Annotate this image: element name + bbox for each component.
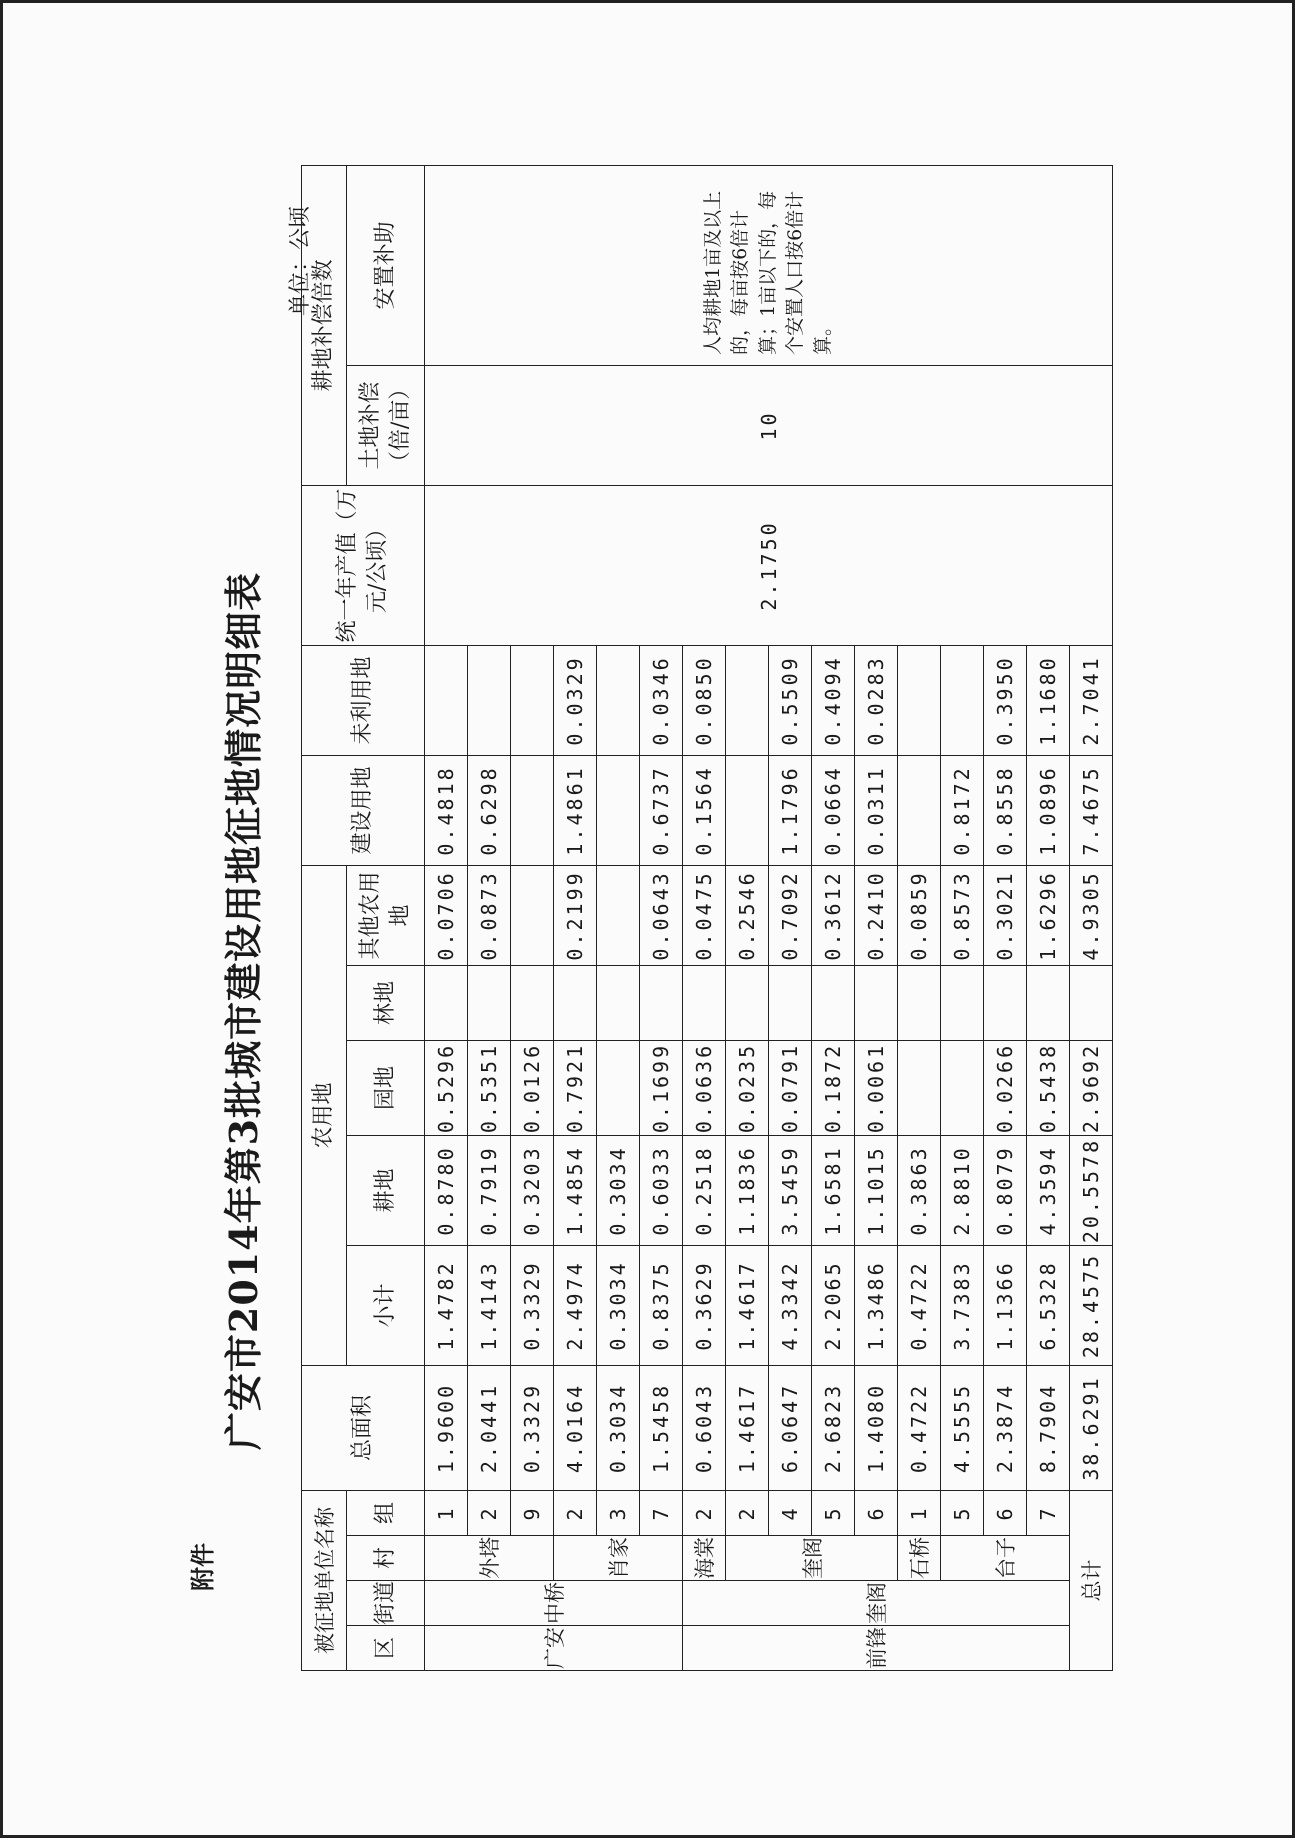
total-area-cell: 0.3034 bbox=[597, 1366, 640, 1491]
garden-cell bbox=[941, 1041, 984, 1136]
unused-cell: 0.5509 bbox=[769, 645, 812, 755]
header-total-area: 总面积 bbox=[302, 1366, 425, 1491]
forest-cell bbox=[812, 966, 855, 1041]
document-title: 广安市2014年第3批城市建设用地征地情况明细表 bbox=[221, 571, 266, 1451]
garden-cell: 0.7921 bbox=[554, 1041, 597, 1136]
unused-cell bbox=[511, 645, 554, 755]
forest-cell bbox=[855, 966, 898, 1041]
cultivated-cell: 0.6033 bbox=[640, 1136, 683, 1246]
group-cell: 2 bbox=[554, 1491, 597, 1536]
other-farm-cell: 0.0643 bbox=[640, 865, 683, 965]
cultivated-cell: 3.5459 bbox=[769, 1136, 812, 1246]
group-cell: 1 bbox=[898, 1491, 941, 1536]
construction-cell: 0.0664 bbox=[812, 755, 855, 865]
header-land-compensation: 土地补偿（倍/亩） bbox=[347, 365, 425, 485]
construction-cell bbox=[511, 755, 554, 865]
subtotal-cell: 2.4974 bbox=[554, 1246, 597, 1366]
other-farm-cell: 0.0873 bbox=[468, 865, 511, 965]
total-area-cell: 2.6823 bbox=[812, 1366, 855, 1491]
construction-cell bbox=[898, 755, 941, 865]
other-farm-cell: 0.3021 bbox=[984, 865, 1027, 965]
forest-cell bbox=[898, 966, 941, 1041]
cultivated-cell: 20.5578 bbox=[1070, 1136, 1113, 1246]
rotated-document bbox=[3, 3, 1295, 1841]
cultivated-cell: 0.7919 bbox=[468, 1136, 511, 1246]
group-cell: 2 bbox=[726, 1491, 769, 1536]
cultivated-cell: 0.8780 bbox=[425, 1136, 468, 1246]
forest-cell bbox=[597, 966, 640, 1041]
cultivated-cell: 0.2518 bbox=[683, 1136, 726, 1246]
group-cell: 4 bbox=[769, 1491, 812, 1536]
district-cell-guangan: 广安 bbox=[425, 1626, 683, 1671]
other-farm-cell bbox=[511, 865, 554, 965]
unused-cell: 0.3950 bbox=[984, 645, 1027, 755]
construction-cell: 1.4861 bbox=[554, 755, 597, 865]
header-compensation-multiple: 耕地补偿倍数 bbox=[302, 165, 347, 485]
total-area-cell: 1.5458 bbox=[640, 1366, 683, 1491]
unit-label: 单位：公顷 bbox=[288, 205, 313, 316]
cultivated-cell: 2.8810 bbox=[941, 1136, 984, 1246]
header-district: 区 bbox=[347, 1626, 425, 1671]
cultivated-cell: 0.3203 bbox=[511, 1136, 554, 1246]
construction-cell: 0.6298 bbox=[468, 755, 511, 865]
other-farm-cell: 0.2546 bbox=[726, 865, 769, 965]
header-construction: 建设用地 bbox=[302, 755, 425, 865]
forest-cell bbox=[769, 966, 812, 1041]
header-subtotal: 小计 bbox=[347, 1246, 425, 1366]
total-area-cell: 1.9600 bbox=[425, 1366, 468, 1491]
unused-cell bbox=[468, 645, 511, 755]
header-farmland: 农用地 bbox=[302, 865, 347, 1365]
district-cell-qianfeng: 前锋 bbox=[683, 1626, 1070, 1671]
cultivated-cell: 1.1015 bbox=[855, 1136, 898, 1246]
unused-cell: 2.7041 bbox=[1070, 645, 1113, 755]
total-area-cell: 1.4617 bbox=[726, 1366, 769, 1491]
construction-cell: 1.1796 bbox=[769, 755, 812, 865]
group-cell: 5 bbox=[941, 1491, 984, 1536]
total-area-cell: 0.3329 bbox=[511, 1366, 554, 1491]
village-cell-haitang: 海棠 bbox=[683, 1536, 726, 1581]
header-unused: 未利用地 bbox=[302, 645, 425, 755]
garden-cell: 0.5351 bbox=[468, 1041, 511, 1136]
street-cell-zhongqiao: 中桥 bbox=[425, 1581, 683, 1626]
forest-cell bbox=[984, 966, 1027, 1041]
total-area-cell: 4.0164 bbox=[554, 1366, 597, 1491]
total-area-cell: 8.7904 bbox=[1027, 1366, 1070, 1491]
construction-cell: 1.0896 bbox=[1027, 755, 1070, 865]
unused-cell: 0.0283 bbox=[855, 645, 898, 755]
group-cell: 7 bbox=[1027, 1491, 1070, 1536]
garden-cell: 0.1699 bbox=[640, 1041, 683, 1136]
construction-cell bbox=[726, 755, 769, 865]
group-cell: 2 bbox=[468, 1491, 511, 1536]
garden-cell: 0.0636 bbox=[683, 1041, 726, 1136]
forest-cell bbox=[554, 966, 597, 1041]
unused-cell: 1.1680 bbox=[1027, 645, 1070, 755]
other-farm-cell bbox=[597, 865, 640, 965]
header-unit-name: 被征地单位名称 bbox=[302, 1491, 347, 1671]
subtotal-cell: 28.4575 bbox=[1070, 1246, 1113, 1366]
cultivated-cell: 0.3034 bbox=[597, 1136, 640, 1246]
cultivated-cell: 0.8079 bbox=[984, 1136, 1027, 1246]
header-resettlement: 安置补助 bbox=[347, 165, 425, 365]
subtotal-cell: 1.4143 bbox=[468, 1246, 511, 1366]
forest-cell bbox=[683, 966, 726, 1041]
header-forest: 林地 bbox=[347, 966, 425, 1041]
header-other-farm: 其他农用地 bbox=[347, 865, 425, 965]
total-area-cell: 2.3874 bbox=[984, 1366, 1027, 1491]
header-garden: 园地 bbox=[347, 1041, 425, 1136]
unused-cell bbox=[941, 645, 984, 755]
garden-cell: 0.5296 bbox=[425, 1041, 468, 1136]
total-area-cell: 1.4080 bbox=[855, 1366, 898, 1491]
subtotal-cell: 2.2065 bbox=[812, 1246, 855, 1366]
forest-cell bbox=[1027, 966, 1070, 1041]
subtotal-cell: 1.3486 bbox=[855, 1246, 898, 1366]
subtotal-cell: 3.7383 bbox=[941, 1246, 984, 1366]
unused-cell bbox=[597, 645, 640, 755]
header-annual-output: 统一年产值（万元/公顷） bbox=[302, 485, 425, 645]
other-farm-cell: 0.0475 bbox=[683, 865, 726, 965]
cultivated-cell: 0.3863 bbox=[898, 1136, 941, 1246]
subtotal-cell: 0.3629 bbox=[683, 1246, 726, 1366]
group-cell: 5 bbox=[812, 1491, 855, 1536]
forest-cell bbox=[1070, 966, 1113, 1041]
other-farm-cell: 0.8573 bbox=[941, 865, 984, 965]
forest-cell bbox=[726, 966, 769, 1041]
cultivated-cell: 1.4854 bbox=[554, 1136, 597, 1246]
forest-cell bbox=[640, 966, 683, 1041]
village-cell-shiqiao: 石桥 bbox=[898, 1536, 941, 1581]
garden-cell bbox=[898, 1041, 941, 1136]
garden-cell bbox=[597, 1041, 640, 1136]
garden-cell: 0.0791 bbox=[769, 1041, 812, 1136]
other-farm-cell: 0.2410 bbox=[855, 865, 898, 965]
group-cell: 3 bbox=[597, 1491, 640, 1536]
garden-cell: 0.0266 bbox=[984, 1041, 1027, 1136]
subtotal-cell: 0.8375 bbox=[640, 1246, 683, 1366]
construction-cell: 0.4818 bbox=[425, 755, 468, 865]
other-farm-cell: 0.0859 bbox=[898, 865, 941, 965]
total-area-cell: 0.4722 bbox=[898, 1366, 941, 1491]
subtotal-cell: 6.5328 bbox=[1027, 1246, 1070, 1366]
construction-cell: 0.0311 bbox=[855, 755, 898, 865]
subtotal-cell: 0.3034 bbox=[597, 1246, 640, 1366]
other-farm-cell: 0.7092 bbox=[769, 865, 812, 965]
cultivated-cell: 4.3594 bbox=[1027, 1136, 1070, 1246]
garden-cell: 2.9692 bbox=[1070, 1041, 1113, 1136]
unused-cell bbox=[726, 645, 769, 755]
subtotal-cell: 1.1366 bbox=[984, 1246, 1027, 1366]
header-village: 村 bbox=[347, 1536, 425, 1581]
resettlement-note: 人均耕地1亩及以上的，每亩按6倍计算；1亩以下的，每个安置人口按6倍计算。 bbox=[425, 165, 1113, 365]
other-farm-cell: 0.0706 bbox=[425, 865, 468, 965]
village-cell-xiaojia: 肖家 bbox=[554, 1536, 683, 1581]
total-label: 总计 bbox=[1070, 1491, 1113, 1671]
unused-cell: 0.0850 bbox=[683, 645, 726, 755]
other-farm-cell: 0.2199 bbox=[554, 865, 597, 965]
other-farm-cell: 0.3612 bbox=[812, 865, 855, 965]
forest-cell bbox=[425, 966, 468, 1041]
construction-cell: 0.6737 bbox=[640, 755, 683, 865]
cultivated-cell: 1.6581 bbox=[812, 1136, 855, 1246]
land-acquisition-table bbox=[301, 165, 1113, 1671]
group-cell: 1 bbox=[425, 1491, 468, 1536]
construction-cell: 0.1564 bbox=[683, 755, 726, 865]
construction-cell: 0.8172 bbox=[941, 755, 984, 865]
header-cultivated: 耕地 bbox=[347, 1136, 425, 1246]
subtotal-cell: 1.4782 bbox=[425, 1246, 468, 1366]
unused-cell: 0.4094 bbox=[812, 645, 855, 755]
attachment-label: 附件 bbox=[189, 1543, 217, 1591]
village-cell-taizi: 台子 bbox=[941, 1536, 1070, 1581]
table-row bbox=[425, 165, 468, 1670]
unused-cell bbox=[425, 645, 468, 755]
village-cell-kuige: 奎阁 bbox=[726, 1536, 898, 1581]
group-cell: 2 bbox=[683, 1491, 726, 1536]
group-cell: 6 bbox=[984, 1491, 1027, 1536]
total-area-cell: 38.6291 bbox=[1070, 1366, 1113, 1491]
unused-cell: 0.0346 bbox=[640, 645, 683, 755]
other-farm-cell: 1.6296 bbox=[1027, 865, 1070, 965]
forest-cell bbox=[468, 966, 511, 1041]
garden-cell: 0.0235 bbox=[726, 1041, 769, 1136]
village-cell-waita: 外塔 bbox=[425, 1536, 554, 1581]
cultivated-cell: 1.1836 bbox=[726, 1136, 769, 1246]
group-cell: 6 bbox=[855, 1491, 898, 1536]
garden-cell: 0.0061 bbox=[855, 1041, 898, 1136]
other-farm-cell: 4.9305 bbox=[1070, 865, 1113, 965]
forest-cell bbox=[941, 966, 984, 1041]
construction-cell: 7.4675 bbox=[1070, 755, 1113, 865]
header-group: 组 bbox=[347, 1491, 425, 1536]
construction-cell: 0.8558 bbox=[984, 755, 1027, 865]
subtotal-cell: 0.4722 bbox=[898, 1246, 941, 1366]
subtotal-cell: 4.3342 bbox=[769, 1246, 812, 1366]
subtotal-cell: 1.4617 bbox=[726, 1246, 769, 1366]
land-compensation-value: 10 bbox=[425, 365, 1113, 485]
group-cell: 9 bbox=[511, 1491, 554, 1536]
total-area-cell: 4.5555 bbox=[941, 1366, 984, 1491]
group-cell: 7 bbox=[640, 1491, 683, 1536]
garden-cell: 0.1872 bbox=[812, 1041, 855, 1136]
annual-output-value: 2.1750 bbox=[425, 485, 1113, 645]
street-cell-kuige: 奎阁 bbox=[683, 1581, 1070, 1626]
garden-cell: 0.5438 bbox=[1027, 1041, 1070, 1136]
header-street: 街道 bbox=[347, 1581, 425, 1626]
total-area-cell: 2.0441 bbox=[468, 1366, 511, 1491]
total-area-cell: 6.0647 bbox=[769, 1366, 812, 1491]
construction-cell bbox=[597, 755, 640, 865]
unused-cell bbox=[898, 645, 941, 755]
forest-cell bbox=[511, 966, 554, 1041]
total-area-cell: 0.6043 bbox=[683, 1366, 726, 1491]
subtotal-cell: 0.3329 bbox=[511, 1246, 554, 1366]
garden-cell: 0.0126 bbox=[511, 1041, 554, 1136]
unused-cell: 0.0329 bbox=[554, 645, 597, 755]
